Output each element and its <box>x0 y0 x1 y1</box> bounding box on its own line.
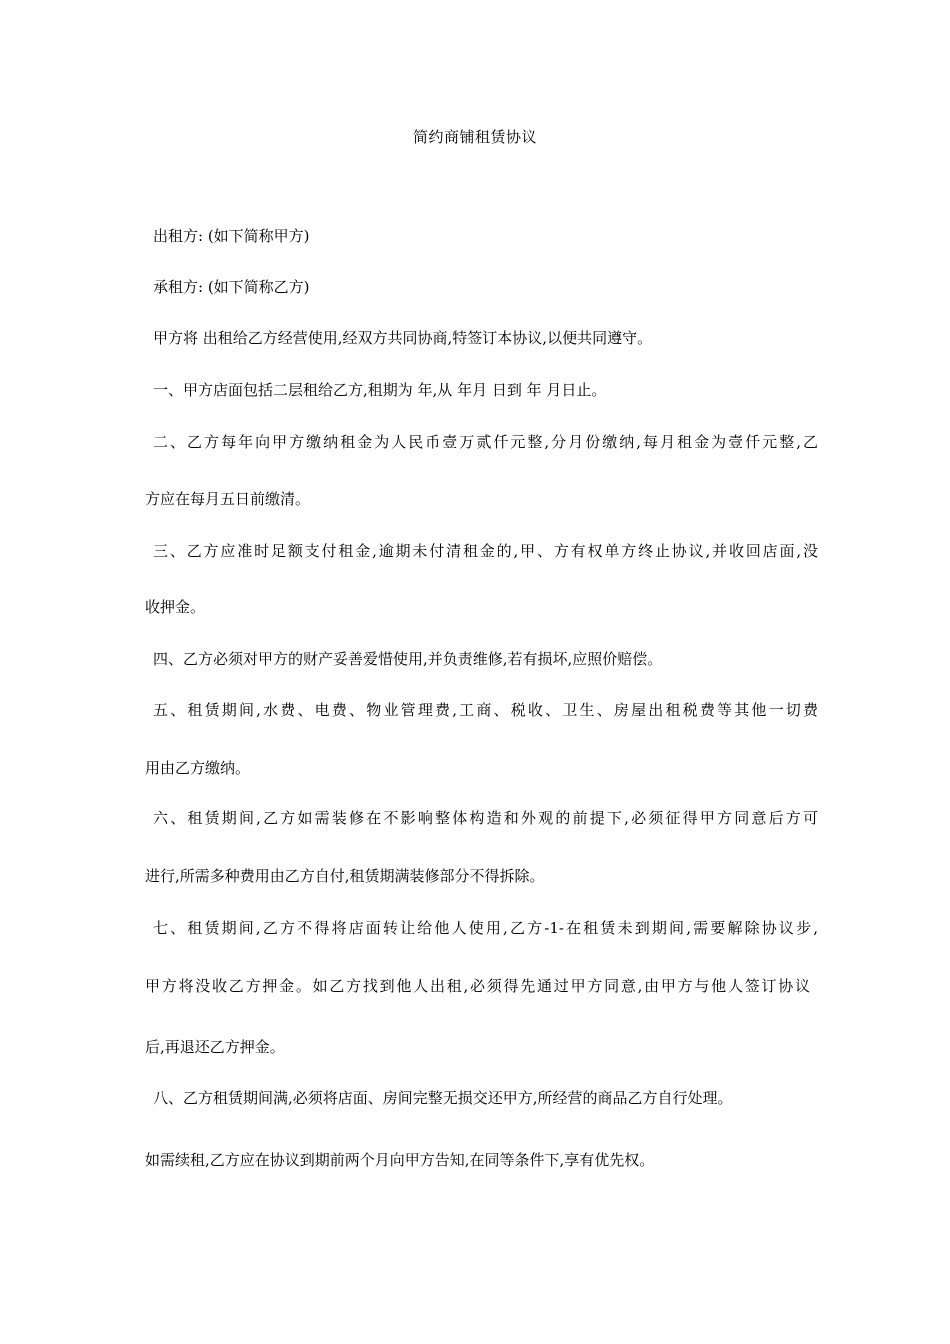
clause-6-line-2: 进行,所需多种费用由乙方自付,租赁期满装修部分不得拆除。 <box>145 867 545 885</box>
clause-3-line-2: 收押金。 <box>145 598 206 616</box>
clause-4-line: 四、乙方必须对甲方的财产妥善爱惜使用,并负责维修,若有损坏,应照价赔偿。 <box>153 650 663 668</box>
clause-7-line-2: 甲方将没收乙方押金。如乙方找到他人出租,必须得先通过甲方同意,由甲方与他人签订协议 <box>145 977 810 995</box>
clause-5-line-2: 用由乙方缴纳。 <box>145 759 251 777</box>
clause-3-line-1: 三、乙方应准时足额支付租金,逾期未付清租金的,甲、方有权单方终止协议,并收回店面,没 <box>153 542 818 560</box>
clause-1-line: 一、甲方店面包括二层租给乙方,租期为 年,从 年月 日到 年 月日止。 <box>153 381 607 399</box>
lessee-line: 承租方: (如下简称乙方) <box>153 278 310 296</box>
clause-7-line-3: 后,再退还乙方押金。 <box>145 1038 285 1056</box>
clause-5-line-1: 五、租赁期间,水费、电费、物业管理费,工商、税收、卫生、房屋出租税费等其他一切费 <box>153 701 818 719</box>
lessor-line: 出租方: (如下简称甲方) <box>153 227 310 245</box>
clause-7-line-1: 七、租赁期间,乙方不得将店面转让给他人使用,乙方-1-在租赁未到期间,需要解除协议步, <box>153 919 818 937</box>
clause-2-line-2: 方应在每月五日前缴清。 <box>145 490 311 508</box>
clause-8-line-2: 如需续租,乙方应在协议到期前两个月向甲方告知,在同等条件下,享有优先权。 <box>145 1151 655 1169</box>
preamble-line: 甲方将 出租给乙方经营使用,经双方共同协商,特签订本协议,以便共同遵守。 <box>153 329 653 347</box>
document-title: 简约商铺租赁协议 <box>412 128 537 146</box>
clause-6-line-1: 六、租赁期间,乙方如需装修在不影响整体构造和外观的前提下,必须征得甲方同意后方可 <box>153 809 818 827</box>
clause-2-line-1: 二、乙方每年向甲方缴纳租金为人民币壹万贰仟元整,分月份缴纳,每月租金为壹仟元整,乙 <box>153 433 818 451</box>
clause-8-line-1: 八、乙方租赁期间满,必须将店面、房间完整无损交还甲方,所经营的商品乙方自行处理。 <box>153 1089 733 1107</box>
